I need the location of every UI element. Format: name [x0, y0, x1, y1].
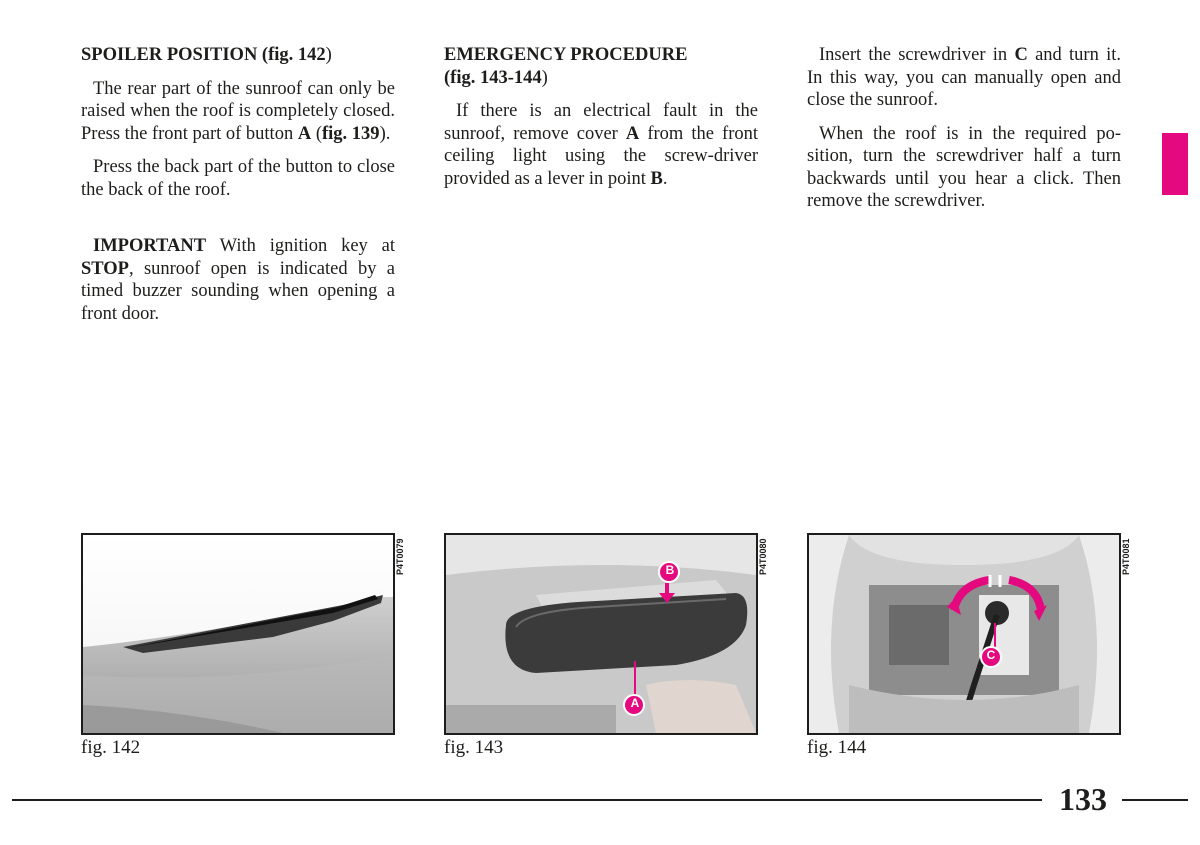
figure-code: P4T0079	[395, 538, 405, 575]
heading-spoiler-position: SPOILER POSITION (fig. 142)	[81, 45, 332, 65]
footer-rule-left	[12, 799, 1042, 801]
paragraph: When the roof is in the required po-sition, turn the screwdriver half a turn backwards until you hear a click. Then remove the screwdriver.	[807, 123, 1121, 211]
figure-142-image	[81, 533, 395, 735]
figure-144-image	[807, 533, 1121, 735]
section-tab-marker	[1162, 133, 1188, 195]
heading-emergency-procedure: EMERGENCY PROCEDURE (fig. 143-144)	[444, 45, 688, 88]
spoiler-illustration	[83, 535, 393, 733]
screwdriver-illustration	[809, 535, 1119, 733]
ceiling-light-illustration	[446, 535, 756, 733]
figure-caption: fig. 142	[81, 737, 141, 758]
callout-label-c: C	[986, 648, 996, 662]
column-spoiler-position	[81, 44, 395, 336]
callout-label-b: B	[665, 563, 675, 577]
callout-label-a: A	[630, 696, 640, 710]
figure-code: P4T0081	[1121, 538, 1131, 575]
figure-code: P4T0080	[758, 538, 768, 575]
page-number: 133	[1059, 781, 1107, 817]
important-note: IMPORTANT With ignition key at STOP, sunroof open is indicated by a timed buzzer sounding when opening a front door.	[81, 236, 395, 324]
paragraph: Press the back part of the button to close the back of the roof.	[81, 157, 395, 200]
figure-caption: fig. 143	[444, 737, 504, 758]
figure-143-image	[444, 533, 758, 735]
column-emergency-procedure	[444, 44, 758, 201]
footer-rule-right	[1122, 799, 1188, 801]
paragraph: The rear part of the sunroof can only be raised when the roof is completely closed. Press the front part of button A (fig. 139).	[81, 78, 395, 144]
column-screwdriver	[807, 44, 1121, 224]
figure-caption: fig. 144	[807, 737, 867, 758]
paragraph: Insert the screwdriver in C and turn it. In this way, you can manually open and close the sunroof.	[807, 45, 1121, 110]
paragraph: If there is an electrical fault in the sunroof, remove cover A from the front ceiling light using the screw-driver provided as a lever in point B.	[444, 101, 759, 189]
